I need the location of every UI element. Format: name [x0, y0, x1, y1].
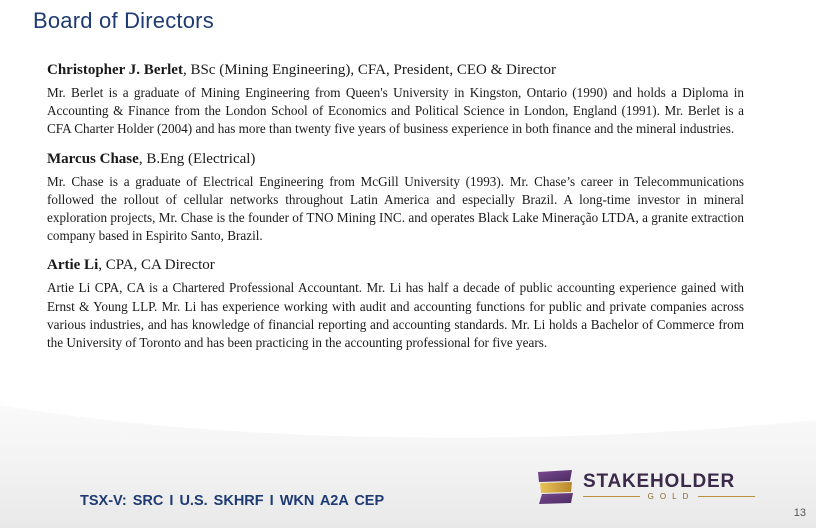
company-logo — [536, 470, 758, 504]
director-bio: Artie Li CPA, CA is a Chartered Professional Accountant. Mr. Li has half a decade of public accounting experience gained with Ernst & Young LLP. Mr. Li has experience working with audit and accounting functions for public and private companies across various industries, and has knowledge of financial reporting and accounting standards. Mr. Li holds a Bachelor of Commerce from the University of Toronto and has been practicing in the accounting professional for five years. — [47, 280, 744, 351]
logo-rule-left — [583, 496, 640, 497]
director-name: Artie Li — [47, 257, 99, 274]
logo-rule-right — [698, 496, 755, 497]
director-credentials: , B.Eng (Electrical) — [138, 150, 256, 167]
director-entry-chase — [47, 149, 744, 246]
stock-ticker-footer: TSX-V: SRC I U.S. SKHRF I WKN A2A CEP — [80, 493, 385, 509]
logo-wordmark: STAKEHOLDER — [583, 471, 736, 492]
director-bio: Mr. Chase is a graduate of Electrical Engineering from McGill University (1993). Mr. Chase’s career in Telecommunications followed the rollout of cellular networks throughout Latin America and especially Brazil. A long-time investor in mineral exploration projects, Mr. Chase is the founder of TNO Mining INC. and operates Black Lake Mineração LTDA, a granite extraction company based in Espirito Santo, Brazil. — [47, 173, 744, 244]
director-credentials: , BSc (Mining Engineering), CFA, President, CEO & Director — [182, 62, 556, 78]
director-bio: Mr. Berlet is a graduate of Mining Engineering from Queen's University in Kingston, Ontario (1990) and holds a Diploma in Accounting & Finance from the London School of Economics and Political Science in London, England (1991). Mr. Berlet is a CFA Charter Holder (2004) and has more than twenty five years of business experience in both finance and the mineral industries. — [47, 85, 744, 137]
page-title: Board of Directors — [33, 8, 214, 33]
director-entry-berlet — [47, 60, 744, 139]
director-name: Marcus Chase — [47, 150, 139, 167]
director-heading — [47, 149, 744, 169]
director-entry-li — [47, 255, 744, 352]
directors-list — [47, 60, 744, 362]
stakeholder-logo-icon — [536, 470, 576, 504]
director-heading — [47, 255, 744, 275]
director-name: Christopher J. Berlet — [47, 62, 183, 78]
director-credentials: , CPA, CA Director — [98, 257, 215, 274]
logo-subtitle — [583, 492, 755, 501]
logo-sub-text: GOLD — [647, 492, 695, 501]
director-heading — [47, 60, 744, 80]
page-number: 13 — [793, 507, 806, 519]
